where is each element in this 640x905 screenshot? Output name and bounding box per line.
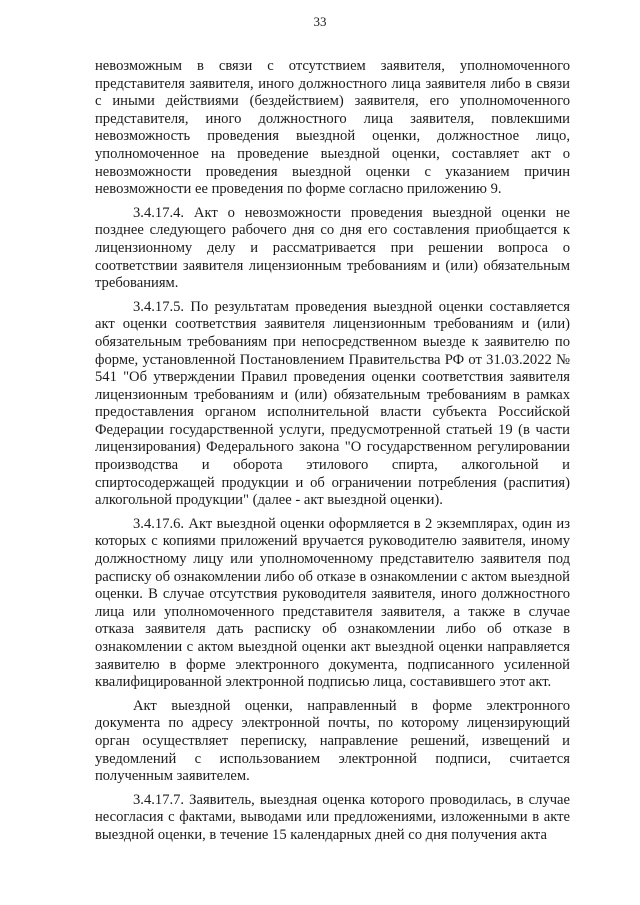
- document-body: [95, 58, 570, 851]
- paragraph-continuation: невозможным в связи с отсутствием заявителя, уполномоченного представителя заявителя, иного должностного лица заявителя либо в связи с иными действиями (бездействием) заявителя, его уполномоченного представителя, иного должностного лица заявителя, повлекшими невозможность проведения выездной оценки, должностное лицо, уполномоченное на проведение выездной оценки, составляет акт о невозможности проведения выездной оценки с указанием причин невозможности ее проведения по форме согласно приложению 9.: [95, 58, 570, 198]
- paragraph-electronic-act: Акт выездной оценки, направленный в форме электронного документа по адресу электронной почты, по которому лицензирующий орган осуществляет переписку, направление решений, извещений и уведомлений с использованием электронной подписи, считается полученным заявителем.: [95, 697, 570, 785]
- paragraph-3-4-17-6: 3.4.17.6. Акт выездной оценки оформляется в 2 экземплярах, один из которых с копиями приложений вручается руководителю заявителя, иному должностному лицу или уполномоченному представителю заявителя под расписку об ознакомлении либо об отказе в ознакомлении с актом выездной оценки. В случае отсутствия руководителя заявителя, иного должностного лица или уполномоченного представителя заявителя, а также в случае отказа заявителя дать расписку об ознакомлении либо об отказе в ознакомлении с актом выездной оценки акт выездной оценки направляется заявителю в форме электронного документа, подписанного усиленной квалифицированной электронной подписью лица, составившего этот акт.: [95, 515, 570, 691]
- paragraph-3-4-17-7: 3.4.17.7. Заявитель, выездная оценка которого проводилась, в случае несогласия с фактами, выводами или предложениями, изложенными в акте выездной оценки, в течение 15 календарных дней со дня получения акта: [95, 791, 570, 843]
- paragraph-3-4-17-4: 3.4.17.4. Акт о невозможности проведения выездной оценки не позднее следующего рабочего дня со дня его составления приобщается к лицензионному делу и рассматривается при решении вопроса о соответствии заявителя лицензионным требованиям и (или) обязательным требованиям.: [95, 204, 570, 292]
- page-number: 33: [313, 14, 327, 29]
- paragraph-3-4-17-5: 3.4.17.5. По результатам проведения выездной оценки составляется акт оценки соответствия заявителя лицензионным требованиям и (или) обязательным требованиям при непосредственном выезде к заявителю по форме, установленной Постановлением Правительства РФ от 31.03.2022 № 541 "Об утверждении Правил проведения оценки соответствия заявителя лицензионным требованиям и (или) обязательным требованиям в рамках предоставления органом исполнительной власти субъекта Российской Федерации государственной услуги, предусмотренной статьей 19 (в части лицензирования) Федерального закона "О государственном регулировании производства и оборота этилового спирта, алкогольной и спиртосодержащей продукции и об ограничении потребления (распития) алкогольной продукции" (далее - акт выездной оценки).: [95, 298, 570, 509]
